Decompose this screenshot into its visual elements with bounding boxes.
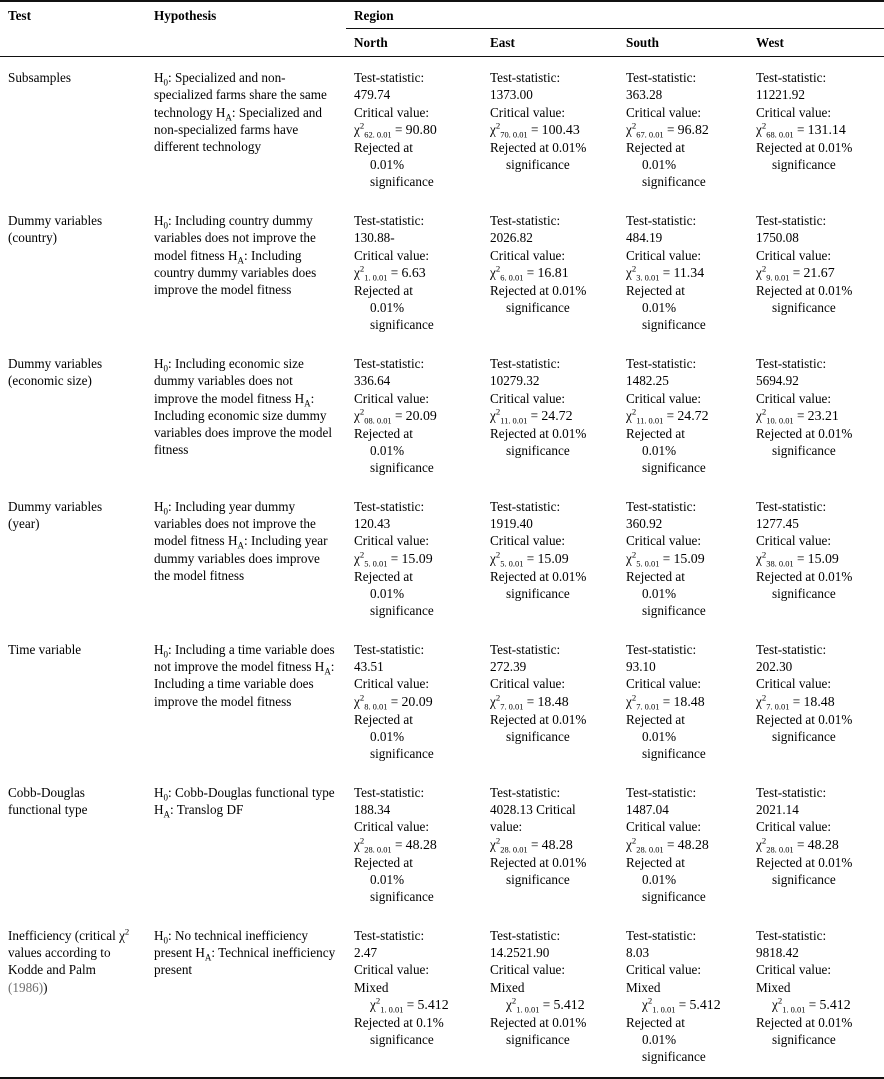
cell-south bbox=[618, 345, 748, 488]
rejection-line-2: 0.01% bbox=[642, 585, 677, 601]
table-row bbox=[0, 631, 884, 774]
rejection-line-1: Rejected at bbox=[354, 425, 413, 441]
cell-east bbox=[482, 631, 618, 774]
critical-value-label: Critical value: bbox=[354, 104, 430, 120]
rejection-line-3: significance bbox=[642, 745, 706, 761]
rejection-line-1: Rejected at bbox=[626, 282, 685, 298]
rejection-line-2: significance bbox=[506, 1031, 570, 1047]
chi-square-notation: $\chi^2_{5. 0.01} = 15.09$ bbox=[354, 549, 433, 569]
cell-west bbox=[748, 631, 884, 774]
table-row bbox=[0, 488, 884, 631]
critical-value-label: Critical value: bbox=[490, 390, 566, 406]
table-row bbox=[0, 345, 884, 488]
test-statistic-value: 479.74 bbox=[354, 87, 391, 103]
chi-square-notation: $\chi^2_{5. 0.01} = 15.09$ bbox=[626, 549, 705, 569]
test-statistic-value: 360.92 bbox=[626, 516, 663, 532]
critical-value-label: Critical value: bbox=[626, 962, 702, 978]
chi-square-notation: $\chi^2_{38. 0.01} = 15.09$ bbox=[756, 549, 839, 569]
table-body bbox=[0, 57, 884, 1078]
critical-value-expression bbox=[490, 121, 608, 139]
critical-value-expression bbox=[756, 996, 874, 1014]
chi-square-notation: $\chi^2_{1. 0.01} = 5.412$ bbox=[642, 995, 721, 1015]
test-statistic-label: Test-statistic: bbox=[626, 213, 697, 229]
cell-hypothesis bbox=[146, 631, 346, 774]
cell-north bbox=[346, 57, 482, 202]
cell-west bbox=[748, 488, 884, 631]
cell-test bbox=[0, 774, 146, 917]
critical-value-expression bbox=[354, 693, 472, 711]
rejection-line-2: significance bbox=[506, 299, 570, 315]
critical-value-expression bbox=[354, 550, 472, 568]
cell-west bbox=[748, 57, 884, 202]
rejection-line-2: significance bbox=[772, 442, 836, 458]
cell-south bbox=[618, 631, 748, 774]
test-name: Time variable bbox=[8, 642, 82, 658]
chi-square-notation: $\chi^2_{1. 0.01} = 6.63$ bbox=[354, 263, 426, 283]
critical-value-expression bbox=[626, 550, 738, 568]
test-statistic-value: 9818.42 bbox=[756, 945, 799, 961]
hypothesis-text: $H_0$: No technical inefficiency present $H_A$: Technical inefficiency present bbox=[154, 928, 336, 978]
cell-south bbox=[618, 202, 748, 345]
test-statistic-label: Test-statistic: bbox=[756, 499, 827, 515]
test-statistic-value: 93.10 bbox=[626, 659, 656, 675]
critical-value-label: Critical value: bbox=[756, 962, 832, 978]
rejection-line-1: Rejected at bbox=[354, 139, 413, 155]
test-statistic-value: 43.51 bbox=[354, 659, 384, 675]
rejection-line-3: significance bbox=[370, 460, 434, 476]
test-statistic-label: Test-statistic: bbox=[354, 642, 425, 658]
chi-square-notation: $\chi^2_{8. 0.01} = 20.09$ bbox=[354, 692, 433, 712]
rejection-line-2: 0.01% bbox=[642, 156, 677, 172]
test-name: Dummy variables (economic size) bbox=[8, 356, 103, 389]
rejection-line-1: Rejected at 0.01% bbox=[756, 854, 853, 870]
critical-value-expression bbox=[756, 836, 874, 854]
critical-value-expression bbox=[756, 550, 874, 568]
critical-value-mixed: Mixed bbox=[354, 979, 389, 995]
test-statistic-value: 1919.40 bbox=[490, 516, 533, 532]
hypothesis-text: $H_0$: Including economic size dummy variables does not improve the model fitness $H_A$: Including economic size dummy variables does improve the model fitness bbox=[154, 356, 332, 457]
cell-east bbox=[482, 202, 618, 345]
rejection-line-3: significance bbox=[370, 174, 434, 190]
rejection-line-1: Rejected at bbox=[626, 425, 685, 441]
rejection-line-2: significance bbox=[772, 1031, 836, 1047]
test-name: Dummy variables (country) bbox=[8, 213, 103, 246]
cell-south bbox=[618, 488, 748, 631]
test-statistic-label: Test-statistic: bbox=[626, 70, 697, 86]
test-statistic-label: Test-statistic: bbox=[354, 213, 425, 229]
cell-east bbox=[482, 57, 618, 202]
critical-value-label: Critical value: bbox=[756, 676, 832, 692]
rejection-line-2: 0.01% bbox=[370, 728, 405, 744]
critical-value-label: Critical value: bbox=[354, 247, 430, 263]
chi-square-notation: $\chi^2_{7. 0.01} = 18.48$ bbox=[626, 692, 705, 712]
rejection-line-2: significance bbox=[772, 299, 836, 315]
chi-square-notation: $\chi^2_{5. 0.01} = 15.09$ bbox=[490, 549, 569, 569]
column-header-hypothesis: Hypothesis bbox=[146, 1, 346, 29]
test-statistic-label: Test-statistic: bbox=[490, 70, 561, 86]
rejection-line-1: Rejected at 0.01% bbox=[756, 139, 853, 155]
test-statistic-value: 5694.92 bbox=[756, 373, 799, 389]
rejection-line-2: significance bbox=[506, 442, 570, 458]
rejection-line-2: significance bbox=[506, 728, 570, 744]
cell-hypothesis bbox=[146, 345, 346, 488]
cell-north bbox=[346, 631, 482, 774]
chi-square-notation: $\chi^2_{7. 0.01} = 18.48$ bbox=[756, 692, 835, 712]
rejection-line-3: significance bbox=[370, 317, 434, 333]
hypothesis-text: $H_0$: Including country dummy variables does not improve the model fitness $H_A$: Including country dummy variables does improve the model fitness bbox=[154, 213, 317, 297]
column-header-west: West bbox=[748, 29, 884, 57]
cell-test bbox=[0, 917, 146, 1078]
rejection-line-2: 0.01% bbox=[642, 299, 677, 315]
cell-east bbox=[482, 488, 618, 631]
cell-south bbox=[618, 57, 748, 202]
critical-value-mixed: Mixed bbox=[490, 979, 525, 995]
rejection-line-1: Rejected at bbox=[354, 282, 413, 298]
test-statistic-value: 2021.14 bbox=[756, 802, 799, 818]
critical-value-expression bbox=[490, 693, 608, 711]
rejection-line-3: significance bbox=[370, 745, 434, 761]
test-statistic-value: 336.64 bbox=[354, 373, 391, 389]
chi-square-notation: $\chi^2_{1. 0.01} = 5.412$ bbox=[772, 995, 851, 1015]
test-statistic-value: 10279.32 bbox=[490, 373, 540, 389]
critical-value-label: Critical value: bbox=[354, 962, 430, 978]
cell-test bbox=[0, 631, 146, 774]
chi-square-notation: $\chi^2_{70. 0.01} = 100.43$ bbox=[490, 120, 580, 140]
test-statistic-label: Test-statistic: bbox=[490, 785, 561, 801]
column-header-north: North bbox=[346, 29, 482, 57]
chi-square-notation: $\chi^2_{28. 0.01} = 48.28$ bbox=[490, 835, 573, 855]
chi-square-notation: $\chi^2_{28. 0.01} = 48.28$ bbox=[626, 835, 709, 855]
cell-west bbox=[748, 917, 884, 1078]
critical-value-label: Critical value: bbox=[756, 104, 832, 120]
citation-link[interactable]: (1986) bbox=[8, 979, 44, 995]
critical-value-label: Critical value: bbox=[756, 390, 832, 406]
chi-symbol: $\chi^2$ bbox=[119, 926, 130, 944]
cell-east bbox=[482, 345, 618, 488]
hypothesis-text: $H_0$: Including year dummy variables does not improve the model fitness $H_A$: Including year dummy variables does improve the model fitness bbox=[154, 499, 328, 583]
test-statistic-label: Test-statistic: bbox=[626, 642, 697, 658]
critical-value-expression bbox=[490, 836, 608, 854]
rejection-line-1: Rejected at 0.01% bbox=[490, 282, 587, 298]
rejection-line-2: 0.01% bbox=[370, 299, 405, 315]
rejection-line-3: significance bbox=[642, 602, 706, 618]
critical-value-expression bbox=[756, 264, 874, 282]
table-row bbox=[0, 774, 884, 917]
test-statistic-value: 2026.82 bbox=[490, 230, 533, 246]
rejection-line-2: 0.01% bbox=[642, 871, 677, 887]
rejection-line-2: significance bbox=[506, 871, 570, 887]
column-header-east: East bbox=[482, 29, 618, 57]
test-statistic-label: Test-statistic: bbox=[490, 213, 561, 229]
rejection-line-2: 0.01% bbox=[370, 585, 405, 601]
cell-test bbox=[0, 57, 146, 202]
rejection-line-1: Rejected at 0.1% bbox=[354, 1014, 444, 1030]
cell-south bbox=[618, 917, 748, 1078]
critical-value-label: Critical value: bbox=[626, 104, 702, 120]
cell-east bbox=[482, 917, 618, 1078]
test-statistic-value: 202.30 bbox=[756, 659, 793, 675]
critical-value-label: Critical value: bbox=[490, 676, 566, 692]
chi-square-notation: $\chi^2_{1. 0.01} = 5.412$ bbox=[370, 995, 449, 1015]
rejection-line-2: significance bbox=[370, 1031, 434, 1047]
table-row bbox=[0, 57, 884, 202]
cell-test bbox=[0, 202, 146, 345]
test-statistic-value: 14.2521.90 bbox=[490, 945, 550, 961]
test-statistic-label: Test-statistic: bbox=[490, 356, 561, 372]
test-statistic-value: 1373.00 bbox=[490, 87, 533, 103]
test-name: Cobb-Douglas functional type bbox=[8, 785, 88, 818]
rejection-line-1: Rejected at bbox=[626, 568, 685, 584]
critical-value-expression bbox=[626, 264, 738, 282]
cell-hypothesis bbox=[146, 488, 346, 631]
header-subgroup-row bbox=[0, 29, 884, 57]
critical-value-expression bbox=[756, 693, 874, 711]
critical-value-label: Critical value: bbox=[354, 533, 430, 549]
test-name: Inefficiency (critical $\chi^2$ values according to Kodde and Palm (1986)) bbox=[8, 926, 130, 995]
chi-square-notation: $\chi^2_{11. 0.01} = 24.72$ bbox=[490, 406, 573, 426]
test-statistic-label: Test-statistic: bbox=[490, 642, 561, 658]
column-header-test: Test bbox=[0, 1, 146, 29]
column-header-south: South bbox=[618, 29, 748, 57]
test-statistic-value: 188.34 bbox=[354, 802, 391, 818]
critical-value-expression bbox=[626, 121, 738, 139]
chi-square-notation: $\chi^2_{08. 0.01} = 20.09$ bbox=[354, 406, 437, 426]
rejection-line-1: Rejected at bbox=[626, 139, 685, 155]
rejection-line-1: Rejected at 0.01% bbox=[490, 711, 587, 727]
test-statistic-value: 2.47 bbox=[354, 945, 378, 961]
test-statistic-value: 120.43 bbox=[354, 516, 391, 532]
chi-square-notation: $\chi^2_{10. 0.01} = 23.21$ bbox=[756, 406, 839, 426]
critical-value-expression bbox=[626, 836, 738, 854]
rejection-line-1: Rejected at 0.01% bbox=[490, 425, 587, 441]
critical-value-expression bbox=[354, 407, 472, 425]
rejection-line-2: significance bbox=[772, 871, 836, 887]
rejection-line-3: significance bbox=[370, 602, 434, 618]
test-statistic-label: Test-statistic: bbox=[756, 356, 827, 372]
column-header-test-spacer bbox=[0, 29, 146, 57]
chi-square-notation: $\chi^2_{68. 0.01} = 131.14$ bbox=[756, 120, 846, 140]
test-name: Subsamples bbox=[8, 70, 72, 86]
test-statistic-value: 363.28 bbox=[626, 87, 663, 103]
critical-value-label: Critical value: bbox=[626, 533, 702, 549]
rejection-line-2: 0.01% bbox=[370, 871, 405, 887]
test-statistic-label: Test-statistic: bbox=[626, 785, 697, 801]
chi-square-notation: $\chi^2_{28. 0.01} = 48.28$ bbox=[354, 835, 437, 855]
critical-value-label: Critical value: bbox=[626, 676, 702, 692]
test-statistic-value: 130.88- bbox=[354, 230, 395, 246]
hypothesis-text: $H_0$: Specialized and non-specialized farms share the same technology $H_A$: Specialized and non-specialized farms have different technology bbox=[154, 70, 327, 154]
rejection-line-1: Rejected at 0.01% bbox=[756, 568, 853, 584]
rejection-line-3: significance bbox=[642, 460, 706, 476]
header-group-row bbox=[0, 1, 884, 29]
critical-value-expression bbox=[490, 996, 608, 1014]
table-row bbox=[0, 917, 884, 1078]
hypothesis-text: $H_0$: Including a time variable does not improve the model fitness $H_A$: Including a time variable does improve the model fitness bbox=[154, 642, 335, 709]
rejection-line-1: Rejected at 0.01% bbox=[490, 139, 587, 155]
critical-value-label: Critical value: bbox=[490, 533, 566, 549]
test-statistic-value: 484.19 bbox=[626, 230, 663, 246]
rejection-line-3: significance bbox=[370, 888, 434, 904]
rejection-line-2: 0.01% bbox=[642, 442, 677, 458]
chi-square-notation: $\chi^2_{7. 0.01} = 18.48$ bbox=[490, 692, 569, 712]
chi-square-notation: $\chi^2_{62. 0.01} = 90.80$ bbox=[354, 120, 437, 140]
test-statistic-label: Test-statistic: bbox=[490, 499, 561, 515]
cell-north bbox=[346, 488, 482, 631]
test-statistic-value: 1482.25 bbox=[626, 373, 669, 389]
rejection-line-3: significance bbox=[642, 888, 706, 904]
test-statistic-label: Test-statistic: bbox=[490, 928, 561, 944]
rejection-line-1: Rejected at 0.01% bbox=[756, 1014, 853, 1030]
test-statistic-value: 272.39 bbox=[490, 659, 527, 675]
hypothesis-text: $H_0$: Cobb-Douglas functional type $H_A$: Translog DF bbox=[154, 785, 335, 820]
test-statistic-value: 11221.92 bbox=[756, 87, 805, 103]
cell-test bbox=[0, 488, 146, 631]
critical-value-mixed: Mixed bbox=[626, 979, 661, 995]
rejection-line-1: Rejected at 0.01% bbox=[756, 282, 853, 298]
test-statistic-label: Test-statistic: bbox=[354, 70, 425, 86]
cell-hypothesis bbox=[146, 917, 346, 1078]
rejection-line-2: significance bbox=[772, 728, 836, 744]
cell-test bbox=[0, 345, 146, 488]
critical-value-expression bbox=[354, 121, 472, 139]
test-statistic-value: 8.03 bbox=[626, 945, 650, 961]
chi-square-notation: $\chi^2_{9. 0.01} = 21.67$ bbox=[756, 263, 835, 283]
critical-value-label: Critical value: bbox=[354, 819, 430, 835]
chi-square-notation: $\chi^2_{11. 0.01} = 24.72$ bbox=[626, 406, 709, 426]
cell-east bbox=[482, 774, 618, 917]
test-statistic-label: Test-statistic: bbox=[626, 356, 697, 372]
critical-value-expression bbox=[626, 407, 738, 425]
critical-value-expression bbox=[626, 693, 738, 711]
rejection-line-2: 0.01% bbox=[642, 1031, 677, 1047]
critical-value-label: Critical value: bbox=[354, 676, 430, 692]
test-statistic-label: Test-statistic: bbox=[626, 928, 697, 944]
test-statistic-label: Test-statistic: bbox=[354, 785, 425, 801]
test-statistic-label: Test-statistic: bbox=[354, 928, 425, 944]
critical-value-label: Critical value: bbox=[626, 247, 702, 263]
test-statistic-label: Test-statistic: bbox=[354, 356, 425, 372]
critical-value-expression bbox=[354, 996, 472, 1014]
cell-north bbox=[346, 774, 482, 917]
critical-value-label: Critical value: bbox=[756, 247, 832, 263]
critical-value-label: Critical value: bbox=[490, 247, 566, 263]
table-row bbox=[0, 202, 884, 345]
critical-value-expression bbox=[354, 836, 472, 854]
rejection-line-2: 0.01% bbox=[642, 728, 677, 744]
rejection-line-1: Rejected at bbox=[626, 1014, 685, 1030]
rejection-line-2: significance bbox=[772, 156, 836, 172]
test-statistic-value: 1487.04 bbox=[626, 802, 669, 818]
test-statistic-label: Test-statistic: bbox=[756, 70, 827, 86]
rejection-line-1: Rejected at bbox=[354, 568, 413, 584]
test-name: Dummy variables (year) bbox=[8, 499, 103, 532]
cell-west bbox=[748, 774, 884, 917]
test-statistic-value: 4028.13 Critical value: bbox=[490, 802, 576, 835]
cell-south bbox=[618, 774, 748, 917]
cell-hypothesis bbox=[146, 57, 346, 202]
test-statistic-label: Test-statistic: bbox=[354, 499, 425, 515]
critical-value-expression bbox=[756, 121, 874, 139]
critical-value-label: Critical value: bbox=[490, 104, 566, 120]
rejection-line-1: Rejected at 0.01% bbox=[756, 425, 853, 441]
chi-square-notation: $\chi^2_{1. 0.01} = 5.412$ bbox=[506, 995, 585, 1015]
test-statistic-label: Test-statistic: bbox=[756, 785, 827, 801]
rejection-line-3: significance bbox=[642, 174, 706, 190]
critical-value-mixed: Mixed bbox=[756, 979, 791, 995]
critical-value-label: Critical value: bbox=[626, 819, 702, 835]
rejection-line-2: significance bbox=[506, 156, 570, 172]
critical-value-label: Critical value: bbox=[490, 962, 566, 978]
chi-square-notation: $\chi^2_{67. 0.01} = 96.82$ bbox=[626, 120, 709, 140]
critical-value-label: Critical value: bbox=[756, 819, 832, 835]
cell-north bbox=[346, 345, 482, 488]
test-statistic-label: Test-statistic: bbox=[626, 499, 697, 515]
rejection-line-1: Rejected at 0.01% bbox=[490, 854, 587, 870]
critical-value-label: Critical value: bbox=[354, 390, 430, 406]
critical-value-expression bbox=[354, 264, 472, 282]
rejection-line-1: Rejected at bbox=[626, 854, 685, 870]
column-header-hypothesis-spacer bbox=[146, 29, 346, 57]
test-statistic-label: Test-statistic: bbox=[756, 928, 827, 944]
rejection-line-3: significance bbox=[642, 1048, 706, 1064]
critical-value-label: Critical value: bbox=[756, 533, 832, 549]
chi-square-notation: $\chi^2_{28. 0.01} = 48.28$ bbox=[756, 835, 839, 855]
cell-hypothesis bbox=[146, 202, 346, 345]
test-statistic-value: 1750.08 bbox=[756, 230, 799, 246]
cell-west bbox=[748, 345, 884, 488]
test-statistic-label: Test-statistic: bbox=[756, 213, 827, 229]
rejection-line-3: significance bbox=[642, 317, 706, 333]
critical-value-expression bbox=[490, 550, 608, 568]
critical-value-expression bbox=[756, 407, 874, 425]
cell-hypothesis bbox=[146, 774, 346, 917]
rejection-line-1: Rejected at 0.01% bbox=[490, 1014, 587, 1030]
rejection-line-1: Rejected at bbox=[354, 711, 413, 727]
column-header-region: Region bbox=[346, 1, 884, 29]
rejection-line-1: Rejected at 0.01% bbox=[756, 711, 853, 727]
critical-value-expression bbox=[490, 407, 608, 425]
rejection-line-1: Rejected at bbox=[626, 711, 685, 727]
test-statistic-value: 1277.45 bbox=[756, 516, 799, 532]
rejection-line-2: significance bbox=[772, 585, 836, 601]
rejection-line-1: Rejected at bbox=[354, 854, 413, 870]
critical-value-expression bbox=[490, 264, 608, 282]
rejection-line-2: 0.01% bbox=[370, 156, 405, 172]
critical-value-label: Critical value: bbox=[626, 390, 702, 406]
cell-north bbox=[346, 202, 482, 345]
rejection-line-2: significance bbox=[506, 585, 570, 601]
critical-value-expression bbox=[626, 996, 738, 1014]
test-statistic-label: Test-statistic: bbox=[756, 642, 827, 658]
rejection-line-2: 0.01% bbox=[370, 442, 405, 458]
chi-square-notation: $\chi^2_{6. 0.01} = 16.81$ bbox=[490, 263, 569, 283]
chi-square-notation: $\chi^2_{3. 0.01} = 11.34$ bbox=[626, 263, 705, 283]
cell-north bbox=[346, 917, 482, 1078]
table-header bbox=[0, 1, 884, 57]
rejection-line-1: Rejected at 0.01% bbox=[490, 568, 587, 584]
cell-west bbox=[748, 202, 884, 345]
